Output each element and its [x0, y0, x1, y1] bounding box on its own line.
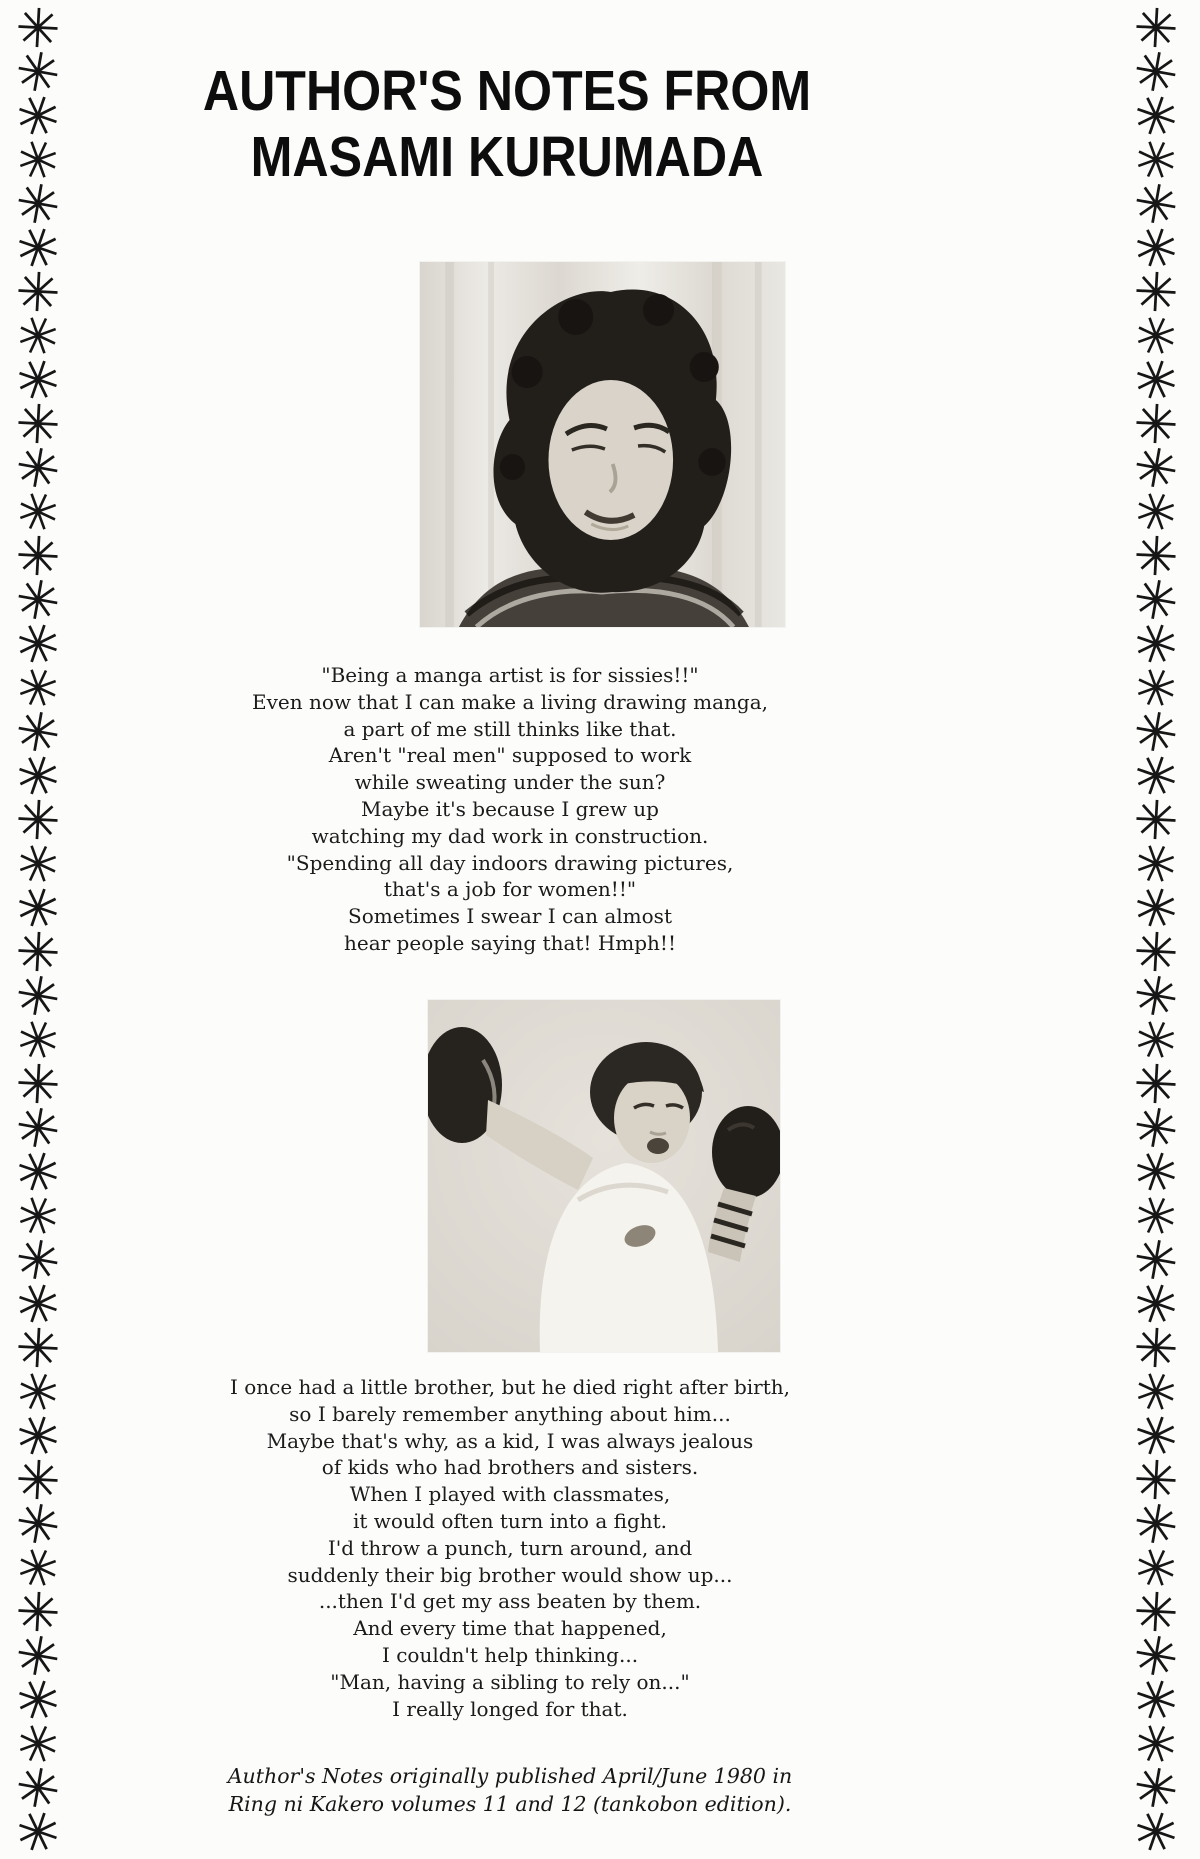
page-title-line1: AUTHOR'S NOTES FROM	[202, 59, 812, 123]
asterisk-star-icon	[1132, 399, 1181, 447]
text-line: Even now that I can make a living drawing manga,	[252, 689, 768, 714]
asterisk-star-icon	[16, 974, 60, 1017]
text-line: When I played with classmates,	[349, 1482, 671, 1507]
asterisk-star-icon	[1134, 1106, 1178, 1149]
text-line: I really longed for that.	[392, 1696, 628, 1721]
text-line: hear people saying that! Hmph!!	[344, 930, 676, 955]
asterisk-star-icon	[1131, 751, 1181, 800]
asterisk-star-icon	[13, 355, 63, 404]
asterisk-star-icon	[16, 1502, 60, 1545]
text-line: so I barely remember anything about him...	[289, 1401, 731, 1426]
asterisk-star-icon	[14, 927, 63, 975]
asterisk-star-icon	[16, 710, 60, 753]
asterisk-star-icon	[12, 1542, 63, 1593]
asterisk-star-icon	[1134, 710, 1178, 753]
text-line: I'd throw a punch, turn around, and	[327, 1535, 693, 1560]
publication-note	[60, 1762, 960, 1818]
text-line: "Man, having a sibling to rely on..."	[330, 1669, 690, 1694]
text-line: Sometimes I swear I can almost	[348, 904, 672, 929]
text-line: suddenly their big brother would show up...	[287, 1562, 733, 1587]
asterisk-star-icon	[1134, 446, 1178, 489]
asterisk-star-icon	[1131, 883, 1181, 932]
page-title	[61, 58, 953, 190]
asterisk-star-icon	[12, 310, 63, 361]
text-line: while sweating under the sun?	[354, 770, 666, 795]
text-line: of kids who had brothers and sisters.	[321, 1455, 699, 1480]
asterisk-star-icon	[1130, 310, 1181, 361]
right-star-border	[1134, 0, 1182, 1859]
asterisk-star-icon	[1130, 1366, 1181, 1417]
asterisk-star-icon	[1131, 355, 1181, 404]
asterisk-star-icon	[1134, 50, 1178, 93]
asterisk-star-icon	[1131, 1147, 1181, 1196]
asterisk-star-icon	[16, 578, 60, 621]
asterisk-star-icon	[1134, 1238, 1178, 1281]
text-line: "Spending all day indoors drawing pictures,	[286, 850, 734, 875]
asterisk-star-icon	[1134, 1502, 1178, 1545]
asterisk-star-icon	[1131, 223, 1181, 272]
text-line: And every time that happened,	[353, 1616, 667, 1641]
asterisk-star-icon	[1134, 182, 1178, 225]
text-line: "Being a manga artist is for sissies!!"	[321, 663, 699, 687]
asterisk-star-icon	[1130, 486, 1181, 537]
asterisk-star-icon	[13, 91, 63, 140]
asterisk-star-icon	[16, 182, 60, 225]
asterisk-star-icon	[1134, 974, 1178, 1017]
asterisk-star-icon	[1134, 1766, 1178, 1809]
asterisk-star-icon	[1131, 619, 1181, 668]
asterisk-star-icon	[14, 3, 63, 51]
asterisk-star-icon	[12, 662, 63, 713]
portrait-photo-illustration	[420, 262, 785, 627]
asterisk-star-icon	[14, 399, 63, 447]
text-line: I couldn't help thinking...	[381, 1642, 639, 1667]
asterisk-star-icon	[1130, 134, 1181, 185]
text-line: Author's Notes originally published April/June 1980 in	[227, 1764, 793, 1788]
page-title-line2: MASAMI KURUMADA	[250, 125, 764, 189]
text-line: a part of me still thinks like that.	[343, 716, 677, 741]
text-line: watching my dad work in construction.	[311, 823, 709, 848]
asterisk-star-icon	[14, 1323, 63, 1371]
asterisk-star-icon	[1130, 1718, 1181, 1769]
asterisk-star-icon	[13, 1411, 63, 1460]
asterisk-star-icon	[13, 619, 63, 668]
asterisk-star-icon	[16, 1766, 60, 1809]
asterisk-star-icon	[12, 1718, 63, 1769]
asterisk-star-icon	[1132, 3, 1181, 51]
asterisk-star-icon	[14, 1587, 63, 1635]
asterisk-star-icon	[13, 1147, 63, 1196]
text-line: it would often turn into a fight.	[352, 1508, 668, 1533]
boxing-photo-illustration	[428, 1000, 780, 1352]
asterisk-star-icon	[1132, 1323, 1181, 1371]
asterisk-star-icon	[1132, 267, 1181, 315]
asterisk-star-icon	[13, 883, 63, 932]
asterisk-star-icon	[13, 1279, 63, 1328]
asterisk-star-icon	[1134, 578, 1178, 621]
asterisk-star-icon	[16, 1106, 60, 1149]
asterisk-star-icon	[1132, 1059, 1181, 1107]
asterisk-star-icon	[12, 838, 63, 889]
asterisk-star-icon	[14, 795, 63, 843]
text-line: Maybe that's why, as a kid, I was always jealous	[266, 1428, 754, 1453]
paragraph-2	[60, 1374, 960, 1722]
asterisk-star-icon	[16, 1238, 60, 1281]
asterisk-star-icon	[1134, 1634, 1178, 1677]
asterisk-star-icon	[1131, 1675, 1181, 1724]
asterisk-star-icon	[16, 1634, 60, 1677]
text-line: that's a job for women!!"	[383, 877, 637, 902]
asterisk-star-icon	[1132, 1455, 1181, 1503]
asterisk-star-icon	[12, 134, 63, 185]
asterisk-star-icon	[12, 1366, 63, 1417]
asterisk-star-icon	[1131, 1411, 1181, 1460]
asterisk-star-icon	[1131, 1279, 1181, 1328]
asterisk-star-icon	[14, 267, 63, 315]
asterisk-star-icon	[14, 1455, 63, 1503]
text-line: Aren't "real men" supposed to work	[328, 743, 692, 768]
asterisk-star-icon	[14, 531, 63, 579]
asterisk-star-icon	[1130, 1190, 1181, 1241]
asterisk-star-icon	[1130, 662, 1181, 713]
asterisk-star-icon	[13, 751, 63, 800]
asterisk-star-icon	[1132, 1587, 1181, 1635]
asterisk-star-icon	[1132, 531, 1181, 579]
asterisk-star-icon	[1130, 838, 1181, 889]
left-star-border	[16, 0, 64, 1859]
paragraph-1	[60, 662, 960, 957]
asterisk-star-icon	[1132, 927, 1181, 975]
asterisk-star-icon	[13, 223, 63, 272]
text-line: Maybe it's because I grew up	[361, 796, 659, 821]
author-portrait-photo	[420, 262, 785, 627]
asterisk-star-icon	[1131, 1807, 1181, 1856]
text-line: Ring ni Kakero volumes 11 and 12 (tankobon edition).	[228, 1792, 792, 1816]
asterisk-star-icon	[12, 1014, 63, 1065]
asterisk-star-icon	[13, 1807, 63, 1856]
asterisk-star-icon	[1130, 1014, 1181, 1065]
author-boxing-photo	[428, 1000, 780, 1352]
asterisk-star-icon	[12, 486, 63, 537]
asterisk-star-icon	[12, 1190, 63, 1241]
text-line: ...then I'd get my ass beaten by them.	[318, 1589, 702, 1614]
asterisk-star-icon	[1132, 795, 1181, 843]
asterisk-star-icon	[16, 446, 60, 489]
asterisk-star-icon	[13, 1675, 63, 1724]
asterisk-star-icon	[14, 1059, 63, 1107]
asterisk-star-icon	[1130, 1542, 1181, 1593]
asterisk-star-icon	[16, 50, 60, 93]
text-line: I once had a little brother, but he died right after birth,	[229, 1375, 791, 1399]
asterisk-star-icon	[1131, 91, 1181, 140]
